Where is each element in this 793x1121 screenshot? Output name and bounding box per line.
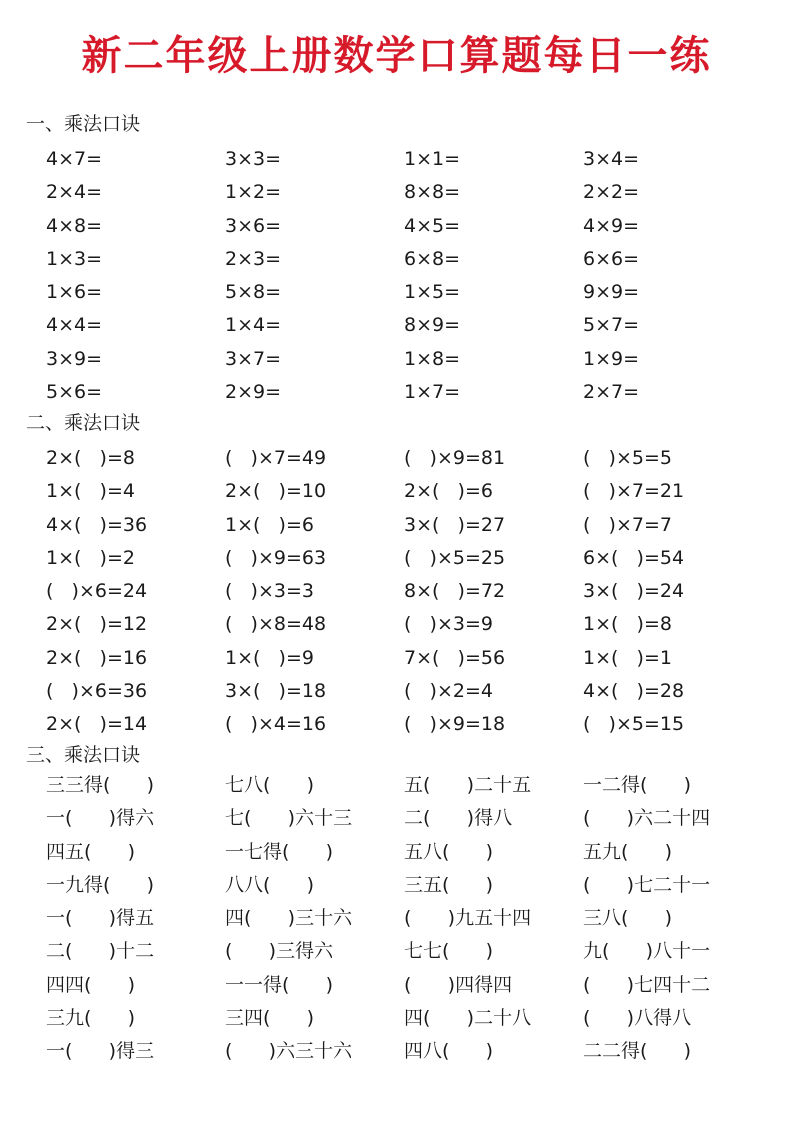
problem-item: 2×( )=10 [225, 480, 327, 503]
problem-item: ( )×9=63 [225, 546, 327, 569]
problem-item: 6×8= [404, 247, 461, 270]
problem-item: ( )×2=4 [404, 680, 493, 703]
problem-item: 4×9= [583, 214, 640, 237]
problem-item: 4×8= [46, 214, 103, 237]
problem-item: 七七( ) [404, 940, 494, 963]
problem-item: 4×5= [404, 214, 461, 237]
problem-item: 一一得( ) [225, 973, 334, 996]
problem-item: 2×4= [46, 181, 103, 204]
problem-item: 4×( )=36 [46, 513, 148, 536]
problem-item: 8×9= [404, 314, 461, 337]
problem-item: 1×( )=1 [583, 646, 672, 669]
problem-item: 四( )二十八 [404, 1007, 532, 1030]
problem-item: ( )×5=15 [583, 713, 685, 736]
problem-item: 四( )三十六 [225, 907, 353, 930]
problem-item: 二二得( ) [583, 1040, 692, 1063]
problem-item: 4×7= [46, 148, 103, 170]
problem-item: 3×7= [225, 347, 282, 370]
problem-item: ( )七四十二 [583, 973, 711, 996]
problem-item: 一九得( ) [46, 873, 155, 896]
problem-item: 7×( )=56 [404, 646, 506, 669]
problem-item: 1×( )=8 [583, 613, 672, 636]
problem-item: ( )×5=5 [583, 447, 672, 469]
problem-item: 3×( )=18 [225, 680, 327, 703]
problem-item: 2×( )=8 [46, 447, 135, 469]
problem-item: 七八( ) [225, 774, 315, 796]
problem-item: 二( )十二 [46, 940, 155, 963]
problem-item: 3×9= [46, 347, 103, 370]
problem-item: 七( )六十三 [225, 807, 353, 830]
section-3-heading: 三、乘法口诀 [26, 744, 141, 766]
problem-item: 3×( )=27 [404, 513, 506, 536]
problem-item: ( )四得四 [404, 973, 513, 996]
section-1-heading: 一、乘法口诀 [26, 113, 141, 135]
problem-item: 三八( ) [583, 907, 673, 930]
problem-item: 2×( )=16 [46, 646, 148, 669]
problem-item: 4×4= [46, 314, 103, 337]
problem-item: 2×( )=6 [404, 480, 493, 503]
problem-item: 四四( ) [46, 973, 136, 996]
problem-item: 5×7= [583, 314, 640, 337]
problem-item: 1×7= [404, 381, 461, 404]
problem-item: 一七得( ) [225, 840, 334, 863]
problem-item: ( )六二十四 [583, 807, 711, 830]
problem-item: 1×2= [225, 181, 282, 204]
problem-item: 4×( )=28 [583, 680, 685, 703]
problem-item: ( )七二十一 [583, 873, 711, 896]
problem-item: 9×9= [583, 281, 640, 304]
problem-item: 8×8= [404, 181, 461, 204]
problem-item: 五( )二十五 [404, 774, 532, 796]
problem-item: 1×3= [46, 247, 103, 270]
problem-item: 一( )得三 [46, 1040, 155, 1063]
problem-item: 2×7= [583, 381, 640, 404]
problem-item: ( )×7=21 [583, 480, 685, 503]
problem-item: ( )×3=3 [225, 580, 314, 603]
problem-item: ( )×4=16 [225, 713, 327, 736]
problem-item: 2×( )=12 [46, 613, 148, 636]
problem-item: ( )×7=49 [225, 447, 327, 469]
problem-item: 1×( )=4 [46, 480, 135, 503]
problem-item: 1×( )=2 [46, 546, 135, 569]
problem-item: 三九( ) [46, 1007, 136, 1030]
problem-item: 1×( )=9 [225, 646, 314, 669]
problem-item: 三三得( ) [46, 774, 155, 796]
problem-item: ( )三得六 [225, 940, 334, 963]
problem-item: ( )×7=7 [583, 513, 672, 536]
problem-item: 一二得( ) [583, 774, 692, 796]
problem-item: 一( )得六 [46, 807, 155, 830]
problem-item: 3×( )=24 [583, 580, 685, 603]
section-2-heading: 二、乘法口诀 [26, 412, 141, 434]
problem-item: 九( )八十一 [583, 940, 711, 963]
problem-item: 6×( )=54 [583, 546, 685, 569]
problem-item: ( )九五十四 [404, 907, 532, 930]
problem-item: 2×9= [225, 381, 282, 404]
problem-item: 1×5= [404, 281, 461, 304]
problem-item: 2×3= [225, 247, 282, 270]
problem-item: ( )×5=25 [404, 546, 506, 569]
problem-item: 3×3= [225, 148, 282, 170]
problem-item: ( )×9=18 [404, 713, 506, 736]
problem-item: 1×9= [583, 347, 640, 370]
problem-item: 1×6= [46, 281, 103, 304]
problem-item: 五九( ) [583, 840, 673, 863]
problem-item: ( )×6=24 [46, 580, 148, 603]
page-title: 新二年级上册数学口算题每日一练 [81, 32, 712, 79]
problem-item: ( )×9=81 [404, 447, 506, 469]
problem-item: ( )×3=9 [404, 613, 493, 636]
problem-item: 二( )得八 [404, 807, 513, 830]
section-3-problems [46, 769, 766, 1069]
section-1-problems [46, 143, 766, 409]
problem-item: 2×2= [583, 181, 640, 204]
problem-item: 一( )得五 [46, 907, 155, 930]
problem-item: 2×( )=14 [46, 713, 148, 736]
section-2-problems [46, 442, 766, 742]
problem-item: 四八( ) [404, 1040, 494, 1063]
problem-item: 1×8= [404, 347, 461, 370]
problem-item: 6×6= [583, 247, 640, 270]
problem-item: ( )×8=48 [225, 613, 327, 636]
problem-item: ( )六三十六 [225, 1040, 353, 1063]
problem-item: 八八( ) [225, 873, 315, 896]
problem-item: 1×4= [225, 314, 282, 337]
problem-item: 3×4= [583, 148, 640, 170]
problem-item: 5×6= [46, 381, 103, 404]
problem-item: 四五( ) [46, 840, 136, 863]
problem-item: 三四( ) [225, 1007, 315, 1030]
problem-item: 1×1= [404, 148, 461, 170]
problem-item: 三五( ) [404, 873, 494, 896]
problem-item: 8×( )=72 [404, 580, 506, 603]
problem-item: 5×8= [225, 281, 282, 304]
problem-item: ( )×6=36 [46, 680, 148, 703]
problem-item: 五八( ) [404, 840, 494, 863]
problem-item: 1×( )=6 [225, 513, 314, 536]
problem-item: 3×6= [225, 214, 282, 237]
problem-item: ( )八得八 [583, 1007, 692, 1030]
